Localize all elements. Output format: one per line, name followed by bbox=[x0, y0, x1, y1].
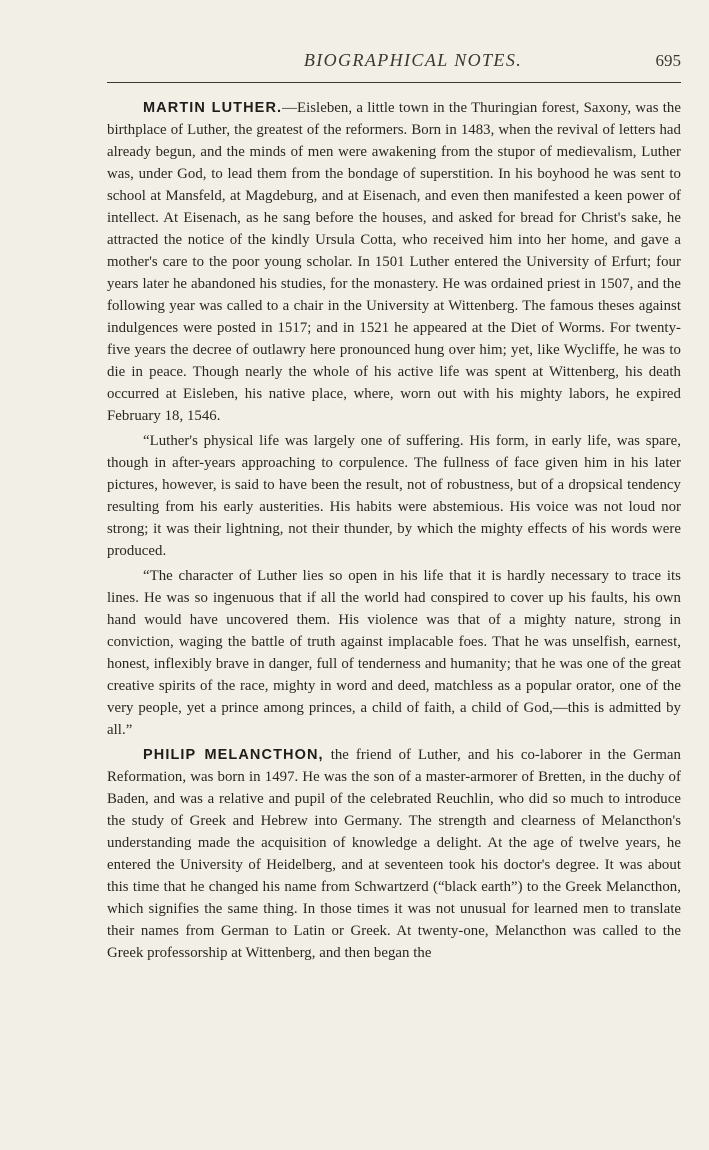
running-title: BIOGRAPHICAL NOTES. bbox=[303, 50, 523, 70]
luther-character-paragraph bbox=[107, 565, 681, 741]
entry-martin-luther bbox=[107, 97, 681, 427]
entry-name-philip-melancthon: PHILIP MELANCTHON, bbox=[143, 747, 324, 763]
luther-physical-life-paragraph bbox=[107, 430, 681, 562]
entry-name-martin-luther: MARTIN LUTHER. bbox=[143, 100, 283, 116]
book-page bbox=[107, 50, 681, 964]
page-number: 695 bbox=[655, 51, 681, 70]
header-rule bbox=[107, 82, 681, 83]
running-head bbox=[107, 50, 681, 76]
luther-physical-life-text: “Luther's physical life was largely one of suffering. His form, in early life, was spare, though in after-years approaching to corpulence. The fullness of face given him in his later pictures, however, is said to have been the result, not of robustness, but of a dropsical tendency resulting from his early austerities. His habits were abstemious. His voice was not loud nor strong; it was their lightning, not their thunder, by which the mighty effects of his words were produced. bbox=[107, 433, 681, 559]
entry-philip-melancthon bbox=[107, 744, 681, 964]
luther-character-text: “The character of Luther lies so open in his life that it is hardly necessary to trace its lines. He was so ingenuous that if all the world had conspired to cover up his faults, his own hand would have uncovered them. His violence was that of a mighty nature, strong in conviction, waging the battle of truth against implacable foes. That he was unselfish, earnest, honest, inflexibly brave in danger, full of tenderness and humanity; that he was one of the great creative spirits of the race, mighty in word and deed, matchless as a popular orator, one of the very people, yet a prince among princes, a child of faith, a child of God,—this is admitted by all.” bbox=[107, 568, 681, 738]
entry-text-philip-melancthon: the friend of Luther, and his co-laborer in the German Reformation, was born in 1497. He was the son of a master-armorer of Bretten, in the duchy of Baden, and was a relative and pupil of the celebrated Reuchlin, who did so much to introduce the study of Greek and Hebrew into Germany. The strength and clearness of Melancthon's understanding made the acquisition of knowledge a delight. At the age of twelve years, he entered the University of Heidelberg, and at seventeen took his doctor's degree. It was about this time that he changed his name from Schwartzerd (“black earth”) to the Greek Melancthon, which signifies the same thing. In those times it was not unusual for learned men to translate their names from German to Latin or Greek. At twenty-one, Melancthon was called to the Greek professorship at Wittenberg, and then began the bbox=[107, 747, 681, 961]
entry-text-martin-luther: —Eisleben, a little town in the Thuringian forest, Saxony, was the birthplace of Luther, the greatest of the reformers. Born in 1483, when the revival of letters had already begun, and the minds of men were awakening from the stupor of medievalism, Luther was, under God, to lead them from the bondage of superstition. In his boyhood he was sent to school at Mansfeld, at Magdeburg, and at Eisenach, and even then manifested a keen power of intellect. At Eisenach, as he sang before the houses, and asked for bread for Christ's sake, he attracted the notice of the kindly Ursula Cotta, who received him into her home, and gave a mother's care to the poor young scholar. In 1501 Luther entered the University of Erfurt; four years later he abandoned his studies, for the monastery. He was ordained priest in 1507, and the following year was called to a chair in the University at Wittenberg. The famous theses against indulgences were posted in 1517; and in 1521 he appeared at the Diet of Worms. For twenty-five years the decree of outlawry here pronounced hung over him; yet, like Wycliffe, he was to die in peace. Though nearly the whole of his active life was spent at Wittenberg, his death occurred at Eisleben, his native place, where, worn out with his mighty labors, he expired February 18, 1546. bbox=[107, 100, 681, 424]
